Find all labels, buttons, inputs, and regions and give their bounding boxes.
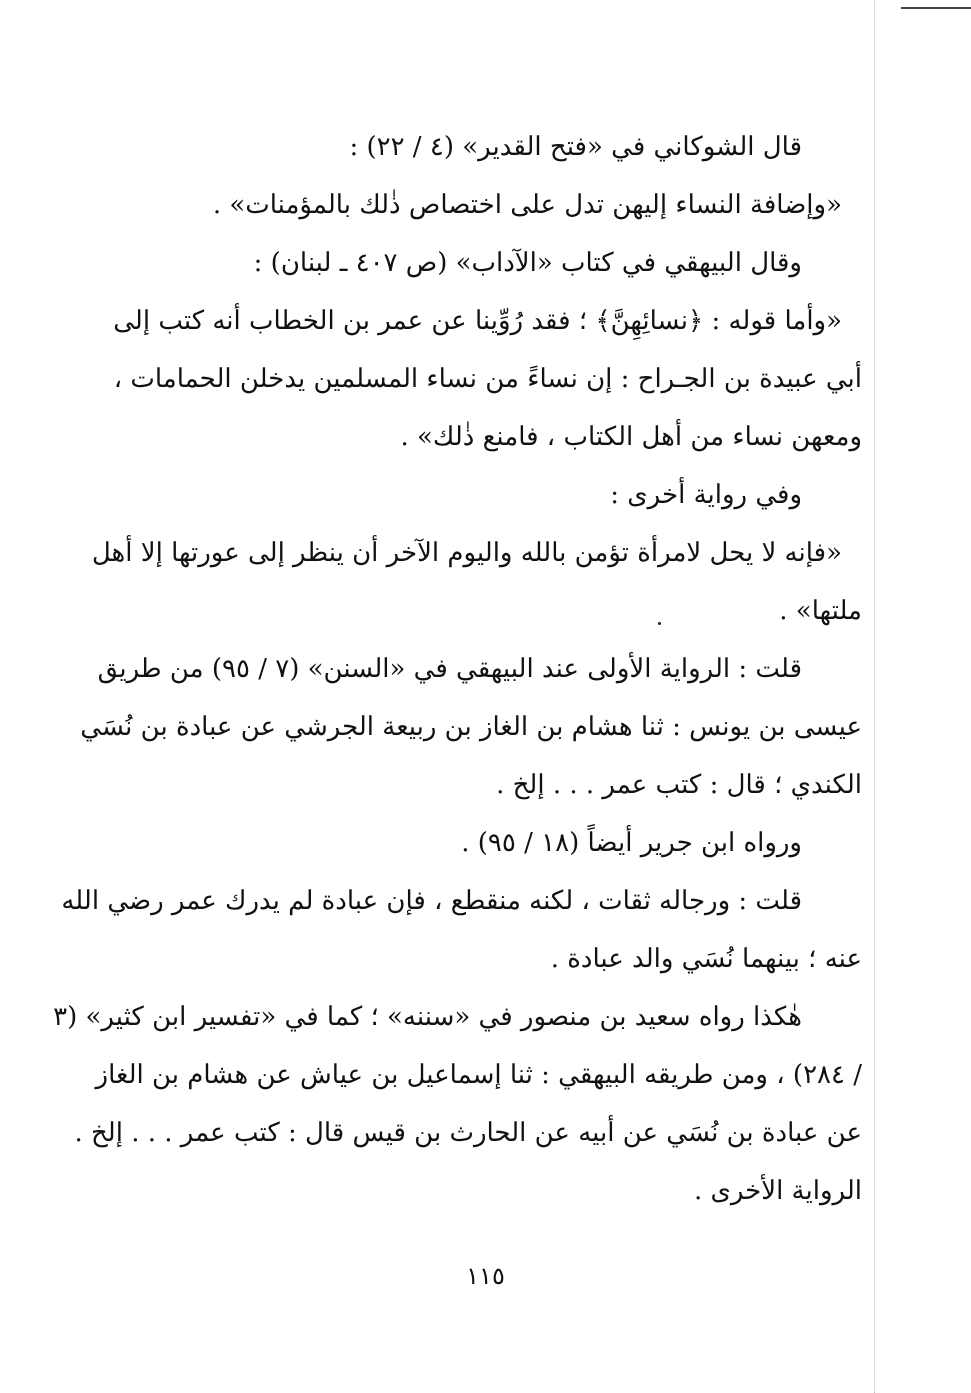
text-line: قلت : ورجاله ثقات ، لكنه منقطع ، فإن عبادة لم يدرك عمر رضي الله [61,886,802,916]
text-line: عن عبادة بن نُسَي عن أبيه عن الحارث بن قيس قال : كتب عمر . . . إلخ . [74,1118,862,1148]
text-line: أبي عبيدة بن الجـراح : إن نساءً من نساء المسلمين يدخلن الحمامات ، [113,364,862,394]
text-line: قلت : الرواية الأولى عند البيهقي في «السنن» (٧ / ٩٥) من طريق [97,654,802,684]
text-line: وقال البيهقي في كتاب «الآداب» (ص ٤٠٧ ـ لبنان) : [253,248,802,278]
text-line: «فإنه لا يحل لامرأة تؤمن بالله واليوم الآخر أن ينظر إلى عورتها إلا أهل [91,538,842,568]
text-line: ملتها» . [779,596,862,626]
page-number: ١١٥ [466,1262,505,1290]
text-line: الكندي ؛ قال : كتب عمر . . . إلخ . [496,770,862,800]
text-line: هٰكذا رواه سعيد بن منصور في «سننه» ؛ كما في «تفسير ابن كثير» (٣ [53,1002,802,1032]
body-text [53,118,862,1220]
text-line: الرواية الأخرى . [693,1176,862,1206]
text-line: وفي رواية أخرى : [610,480,802,510]
scan-edge-line [901,7,971,9]
text-line: «وأما قوله : ﴿نسائِهِنَّ﴾ ؛ فقد رُوِّينا عن عمر بن الخطاب أنه كتب إلى [113,306,842,336]
text-line: ورواه ابن جرير أيضاً (١٨ / ٩٥) . [461,828,802,858]
text-line: «وإضافة النساء إليهن تدل على اختصاص ذٰلك بالمؤمنات» . [212,190,842,220]
text-line: عيسى بن يونس : ثنا هشام بن الغاز بن ربيعة الجرشي عن عبادة بن نُسَي [80,712,862,742]
text-line: قال الشوكاني في «فتح القدير» (٤ / ٢٢) : [349,132,802,162]
text-line: عنه ؛ بينهما نُسَي والد عبادة . [550,944,862,974]
text-line: / ٢٨٤) ، ومن طريقه البيهقي : ثنا إسماعيل بن عياش عن هشام بن الغاز [95,1060,862,1090]
text-line: ومعهن نساء من أهل الكتاب ، فامنع ذٰلك» . [400,422,862,452]
scan-margin-line [874,0,875,1393]
